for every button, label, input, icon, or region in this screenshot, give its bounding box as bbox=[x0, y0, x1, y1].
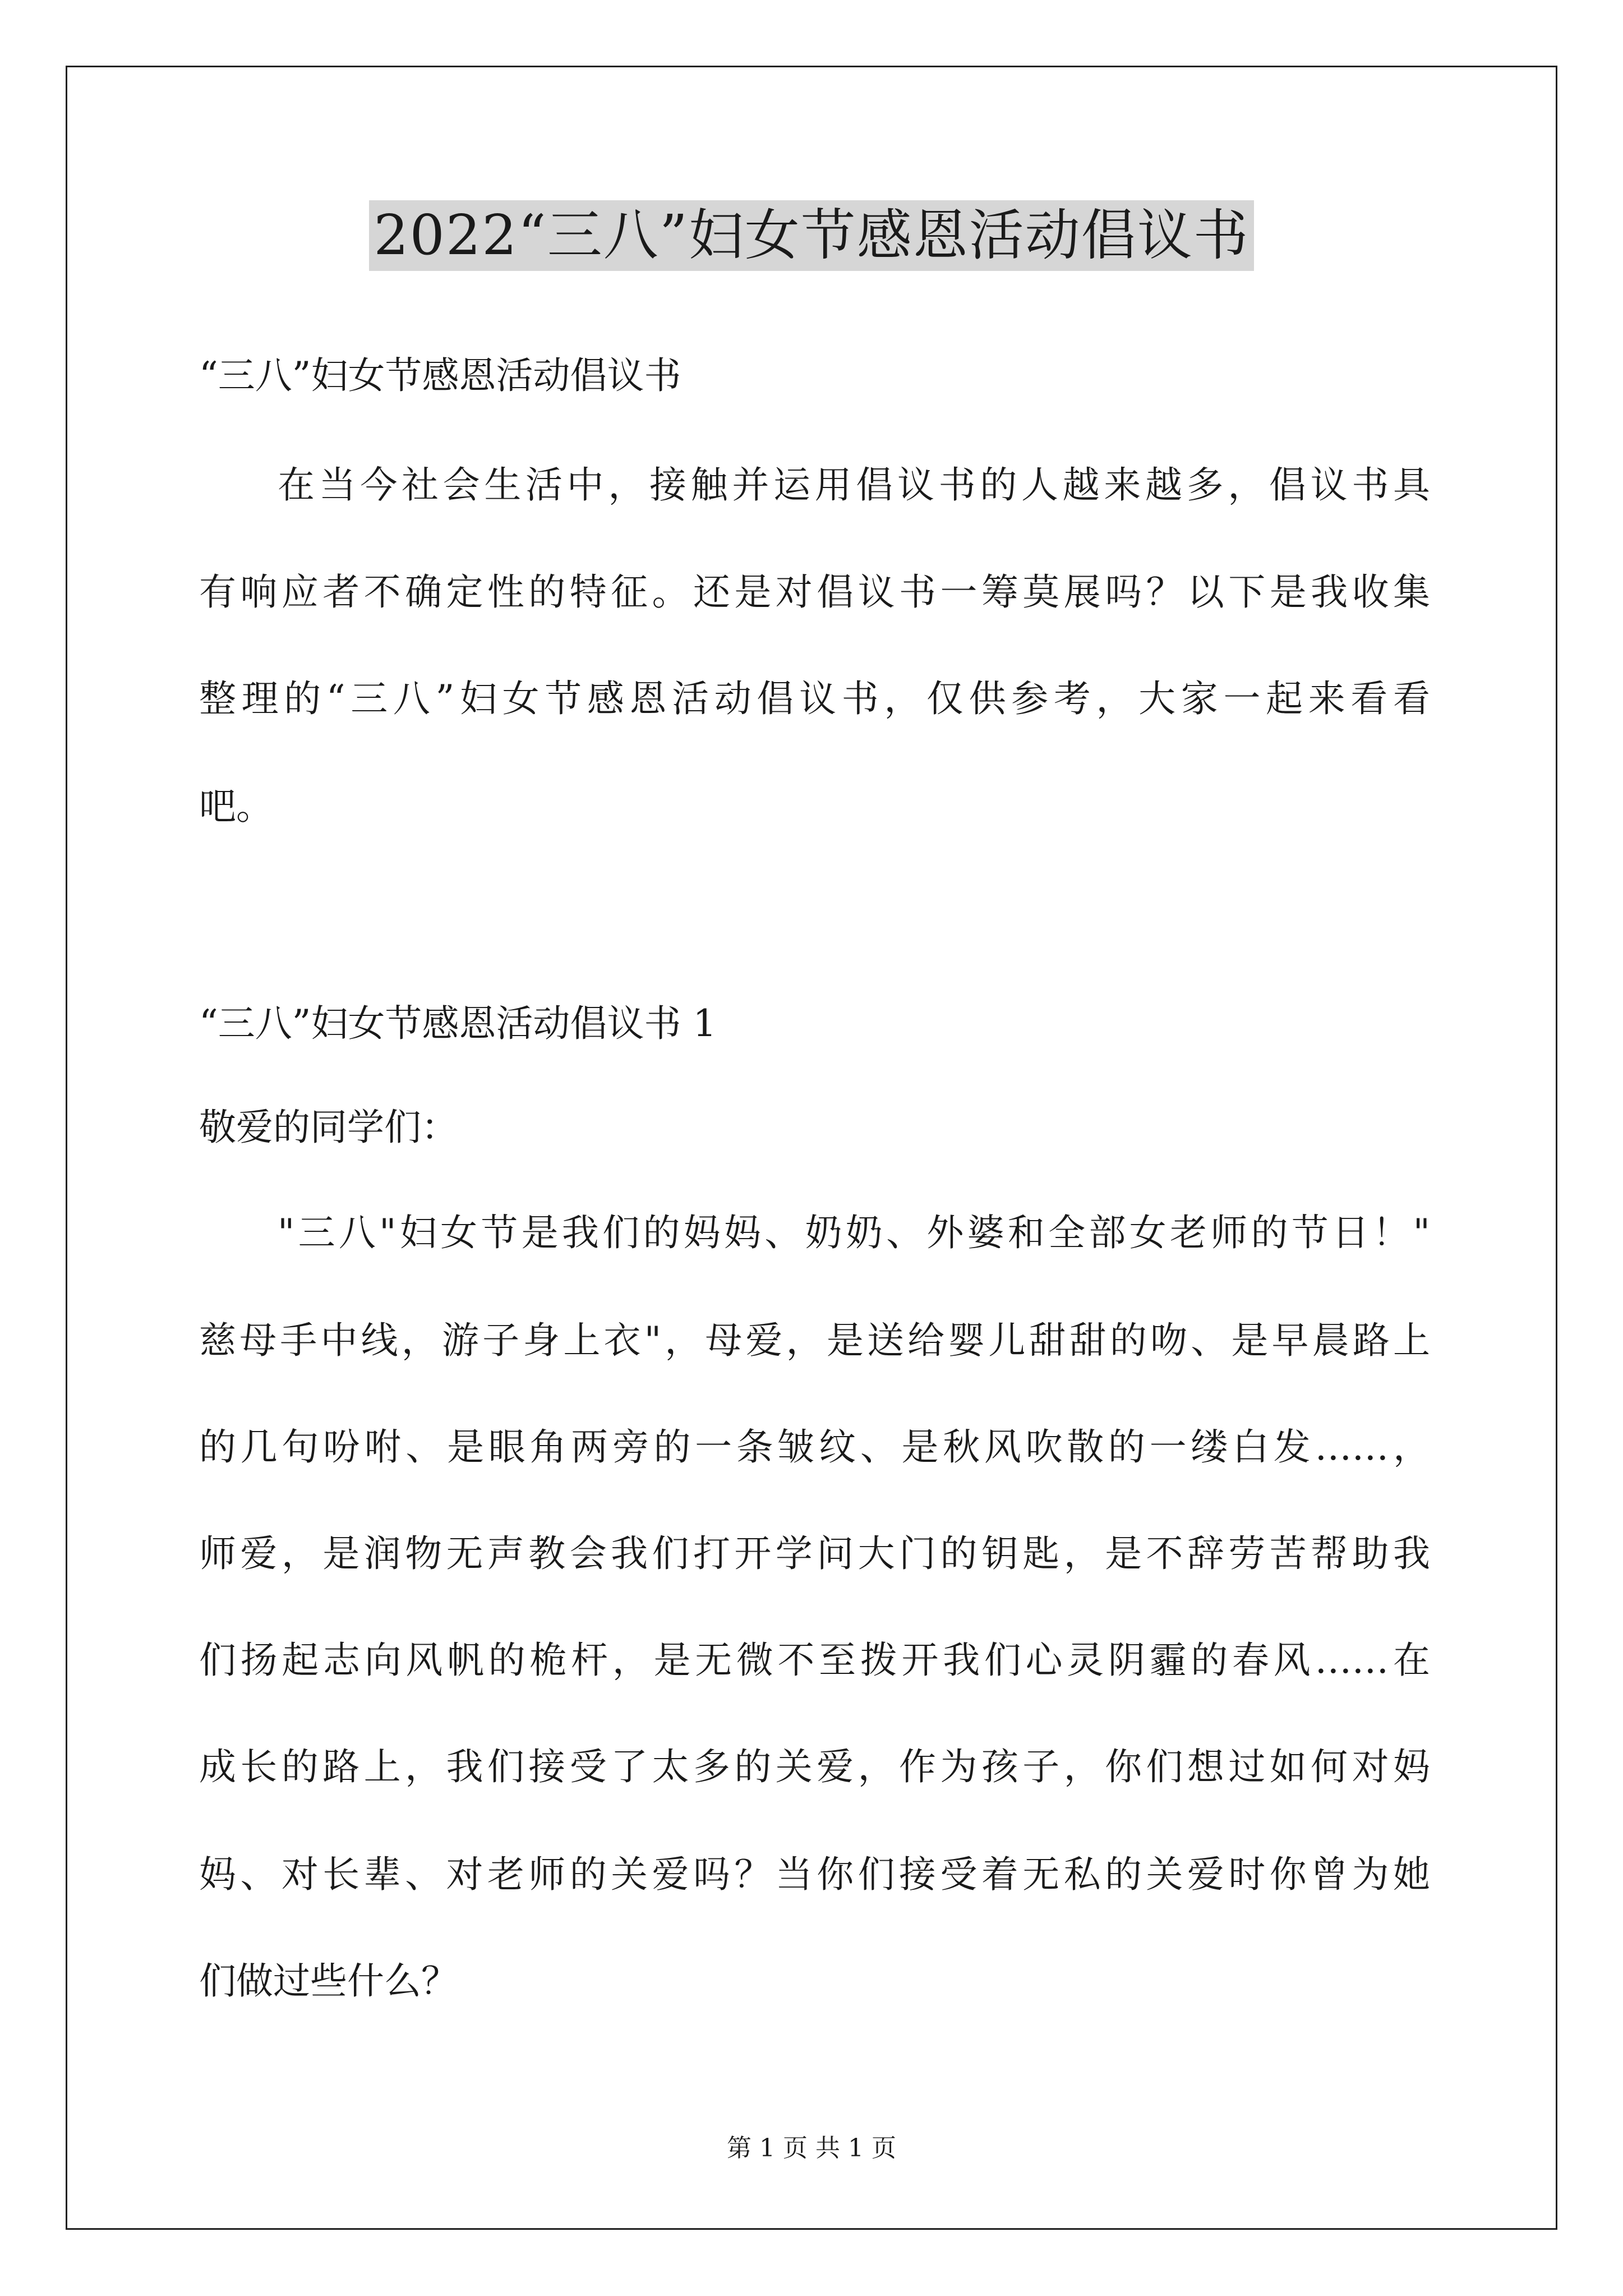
subtitle: “三八”妇女节感恩活动倡议书 bbox=[199, 354, 681, 397]
intro-line: 吧。 bbox=[199, 785, 273, 828]
intro-line: 在当今社会生活中，接触并运用倡议书的人越来越多，倡议书具 bbox=[278, 463, 1430, 507]
body-line: 们扬起志向风帆的桅杆，是无微不至拨开我们心灵阴霾的春风……在 bbox=[199, 1639, 1430, 1682]
section-heading: “三八”妇女节感恩活动倡议书 1 bbox=[199, 1002, 717, 1045]
body-line: 成长的路上，我们接受了太多的关爱，作为孩子，你们想过如何对妈 bbox=[199, 1745, 1430, 1788]
intro-line: 有响应者不确定性的特征。还是对倡议书一筹莫展吗？以下是我收集 bbox=[199, 570, 1430, 614]
body-line: 妈、对长辈、对老师的关爱吗？当你们接受着无私的关爱时你曾为她 bbox=[199, 1853, 1430, 1896]
document-title bbox=[0, 194, 1623, 278]
page-footer: 第 1 页 共 1 页 bbox=[727, 2134, 896, 2162]
body-line: "三八"妇女节是我们的妈妈、奶奶、外婆和全部女老师的节日！" bbox=[278, 1211, 1430, 1254]
body-line: 们做过些什么？ bbox=[199, 1959, 458, 2003]
body-line: 师爱，是润物无声教会我们打开学问大门的钥匙，是不辞劳苦帮助我 bbox=[199, 1532, 1430, 1575]
intro-line: 整理的“三八”妇女节感恩活动倡议书，仅供参考，大家一起来看看 bbox=[199, 677, 1430, 720]
body-line: 的几句吩咐、是眼角两旁的一条皱纹、是秋风吹散的一缕白发……， bbox=[199, 1425, 1430, 1469]
document-title-text: 2022“三八”妇女节感恩活动倡议书 bbox=[369, 200, 1254, 271]
body-line: 慈母手中线，游子身上衣"，母爱，是送给婴儿甜甜的吻、是早晨路上 bbox=[199, 1319, 1430, 1362]
greeting: 敬爱的同学们： bbox=[199, 1106, 458, 1149]
